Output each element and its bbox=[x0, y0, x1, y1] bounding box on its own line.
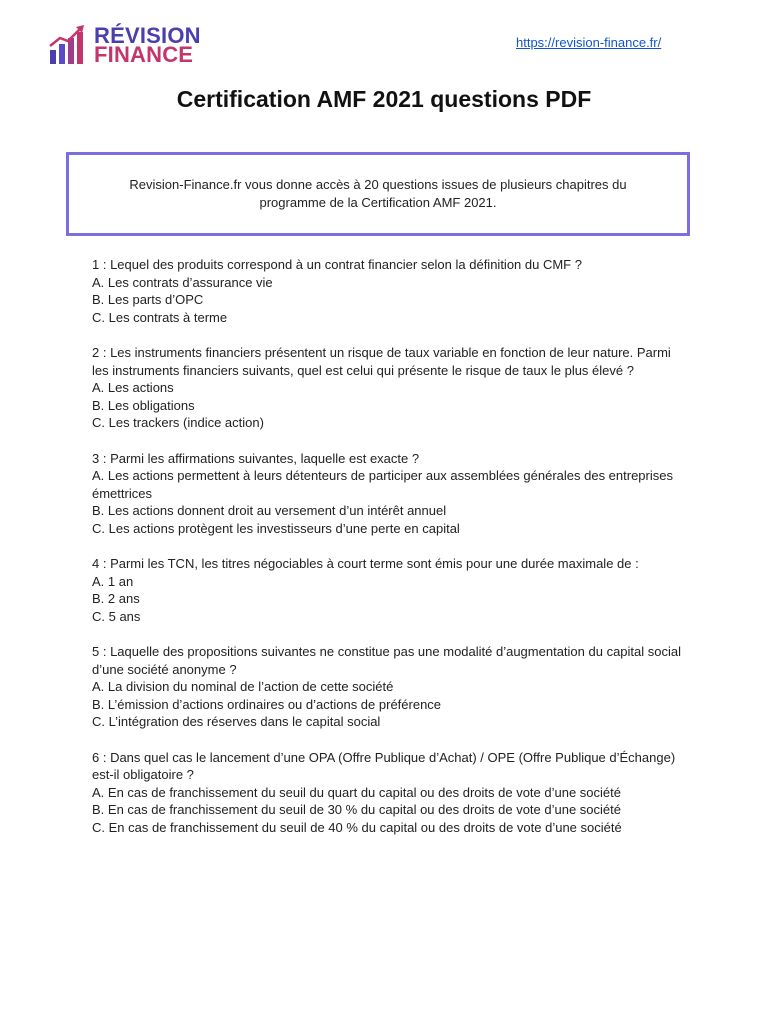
answer-option-c: C. En cas de franchissement du seuil de 40 % du capital ou des droits de vote d’une société bbox=[92, 820, 622, 835]
rising-bar-chart-icon bbox=[48, 24, 86, 66]
answer-option-c: C. Les contrats à terme bbox=[92, 309, 228, 325]
answer-option-b: B. Les obligations bbox=[92, 397, 195, 413]
page-title: Certification AMF 2021 questions PDF bbox=[176, 86, 592, 112]
answer-option-a: A. En cas de franchissement du seuil du quart du capital ou des droits de vote d’une société bbox=[92, 784, 621, 800]
question-2 bbox=[92, 344, 682, 432]
answer-option-b: B. En cas de franchissement du seuil de 30 % du capital ou des droits de vote d’une société bbox=[92, 802, 621, 818]
question-text: 5 : Laquelle des propositions suivantes ne constitue pas une modalité d’augmentation du capital social d’une société anonyme ? bbox=[92, 644, 681, 677]
page-header bbox=[0, 0, 768, 80]
answer-option-b: B. Les actions donnent droit au versement d’un intérêt annuel bbox=[92, 503, 447, 519]
question-text: 3 : Parmi les affirmations suivantes, laquelle est exacte ? bbox=[92, 450, 420, 466]
question-text: 2 : Les instruments financiers présentent un risque de taux variable en fonction de leur nature. Parmi les instruments financiers suivants, quel est celui qui présente le risque de taux le plus élevé ? bbox=[92, 344, 671, 378]
website-link[interactable]: https://revision-finance.fr/ bbox=[516, 35, 662, 50]
answer-option-a: A. Les contrats d’assurance vie bbox=[92, 274, 273, 290]
answer-option-c: C. Les actions protègent les investisseurs d’une perte en capital bbox=[92, 520, 460, 536]
answer-option-a: A. Les actions bbox=[92, 380, 174, 396]
answer-option-a: A. La division du nominal de l’action de cette société bbox=[92, 679, 394, 695]
question-4 bbox=[92, 555, 682, 625]
intro-box bbox=[66, 152, 690, 236]
answer-option-c: C. Les trackers (indice action) bbox=[92, 415, 264, 431]
intro-text: Revision-Finance.fr vous donne accès à 20 questions issues de plusieurs chapitres du programme de la Certification AMF 2021. bbox=[129, 177, 627, 210]
answer-option-c: C. 5 ans bbox=[92, 608, 141, 624]
logo-line-revision: RÉVISION bbox=[94, 23, 201, 48]
answer-option-a: A. 1 an bbox=[92, 573, 134, 589]
question-6 bbox=[92, 749, 682, 837]
question-1 bbox=[92, 256, 682, 326]
answer-option-b: B. Les parts d’OPC bbox=[92, 292, 204, 308]
question-5 bbox=[92, 643, 682, 731]
answer-option-a: A. Les actions permettent à leurs détenteurs de participer aux assemblées générales des entreprises émettrices bbox=[92, 468, 673, 501]
answer-option-b: B. L’émission d’actions ordinaires ou d’actions de préférence bbox=[92, 696, 442, 712]
revision-finance-logo[interactable] bbox=[48, 24, 201, 66]
question-text: 1 : Lequel des produits correspond à un contrat financier selon la définition du CMF ? bbox=[92, 257, 582, 272]
answer-option-b: B. 2 ans bbox=[92, 591, 140, 607]
question-3 bbox=[92, 450, 682, 538]
question-text: 4 : Parmi les TCN, les titres négociables à court terme sont émis pour une durée maximale de : bbox=[92, 556, 639, 572]
logo-wordmark bbox=[94, 23, 201, 67]
question-text: 6 : Dans quel cas le lancement d’une OPA (Offre Publique d’Achat) / OPE (Offre Publique d’Échange) est-il obligatoire ? bbox=[92, 749, 676, 783]
question-list bbox=[92, 256, 682, 854]
answer-option-c: C. L’intégration des réserves dans le capital social bbox=[92, 714, 381, 730]
logo-line-finance: FINANCE bbox=[94, 42, 194, 67]
